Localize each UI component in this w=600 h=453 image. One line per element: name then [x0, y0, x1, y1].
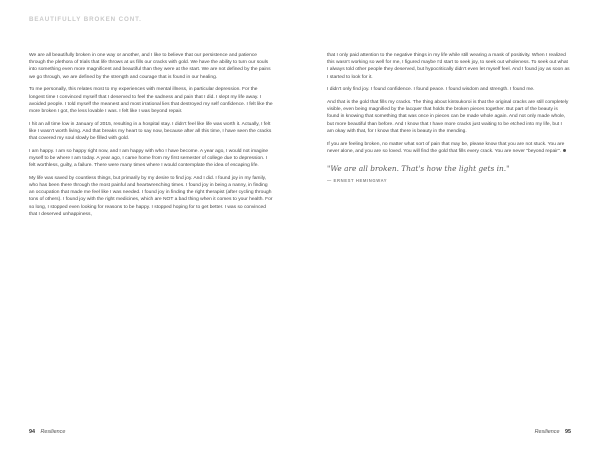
body-paragraph: I didn't only find joy. I found confidence. I found peace. I found wisdom and strength. I found me.	[327, 87, 535, 93]
right-folio	[531, 429, 571, 435]
end-mark-icon	[563, 149, 566, 152]
body-paragraph: My life was saved by countless things, but primarily by my desire to find joy. And I did. I found joy in my family, who has been there through the most painful and heartwrenching times. I found joy in being a nanny, in finding an occupation that made me feel like I was needed. I found joy in finding the right therapist (after cycling through tons of others). I found joy with the right medicines, which are NOT a bad thing when it comes to your health. For so long, I stopped even looking for reasons to be happy. I stopped hoping for to get better. I was so convinced that I deserved unhappiness,	[29, 175, 273, 217]
running-head: Resilience	[534, 429, 560, 435]
left-folio	[29, 429, 69, 435]
section-title: BEAUTIFULLY BROKEN CONT.	[29, 16, 142, 23]
left-text-column	[29, 52, 273, 224]
right-text-column	[327, 52, 570, 183]
body-paragraph: I hit an all time low in January of 2015, resulting in a hospital stay. I didn't feel like life was worth it. Actually, I felt like I wasn't worth living. And that breaks my heart to say now, because after all this time, I have seen the cracks that covered my soul slowly be filled with gold.	[29, 121, 272, 142]
last-paragraph-text: If you are feeling broken, no matter what sort of pain that may be, please know that you are not stuck. You are never alone, and you are so loved. You will find the gold that fills every crack. You are never "beyond repair".	[327, 141, 565, 154]
pull-quote: "We are all broken. That's how the light gets in."	[327, 163, 510, 173]
body-paragraph: I am happy. I am so happy right now, and I am happy with who I have become. A year ago, I would not imagine myself to be where I am today. A year ago, I came home from my first semester of college due to depression. I felt worthless, guilty, a failure. There were many times where I would contemplate the idea of escaping life.	[29, 148, 269, 169]
page-number: 94	[29, 429, 35, 435]
body-paragraph: that I only paid attention to the negative things in my life while still wearing a mask of positivity. When I realized this wasn't working so well for me, I figured maybe I'd start to seek joy, to seek out wholeness. To seek out what I always told other people they deserved, but hypocritically didn't even let myself feel. And I found joy as soon as I started to look for it.	[327, 53, 570, 80]
right-page	[300, 0, 600, 453]
running-head: Resilience	[40, 429, 66, 435]
body-paragraph-last	[327, 141, 570, 155]
body-paragraph: We are all beautifully broken in one way or another, and I like to believe that our persistence and patience through the plethora of trials that life throws at us fills our cracks with gold. We have the ability to turn our souls into something even more magnificent and beautiful than they were at the start. We are not defined by the pains we go through, we are defined by the strength and courage that is found in our healing.	[29, 53, 271, 80]
body-paragraph: And that is the gold that fills my cracks. The thing about kintsukoroi is that the original cracks are still completely visible, even being magnified by the lacquer that holds the broken pieces together. But part of the beauty is found in knowing that something that was once in pieces can be made whole again. And not only made whole, but more beautiful than before. And I know that I have more cracks just waiting to be etched into my life, but I am okay with that, for I know that there is beauty in the mending.	[327, 100, 569, 134]
body-paragraph: To me personally, this relates most to my experiences with mental illness, in particular depression. For the longest time I convinced myself that I deserved to feel the sadness and pain that I did. I slept my life away. I avoided people. I told myself the meanest and most irrational lies that destroyed my self confidence. I felt like the more broken I got, the less lovable I was. I felt like I was beyond repair.	[29, 87, 273, 114]
quote-attribution: — ERNEST HEMINGWAY	[327, 177, 388, 183]
page-number: 95	[565, 429, 571, 435]
